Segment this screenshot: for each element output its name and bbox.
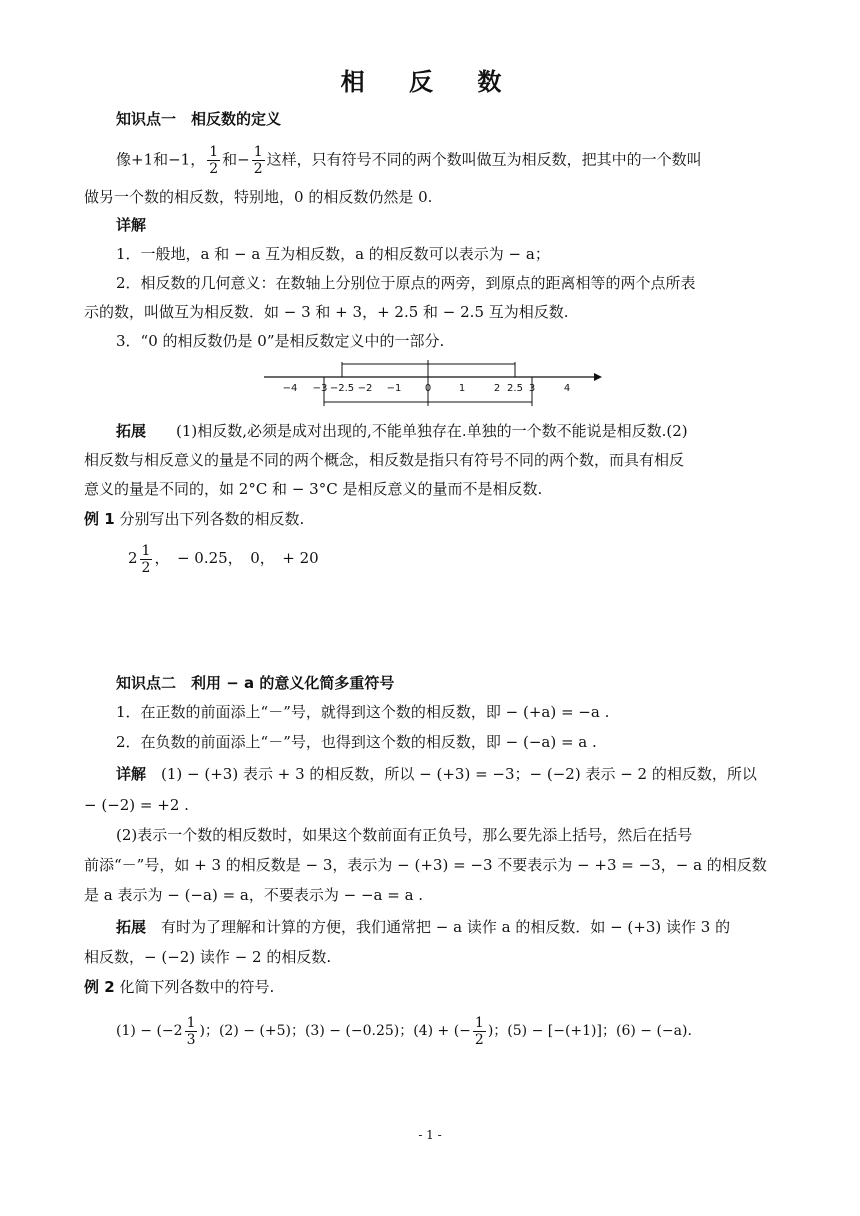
s2-extension-line2: 相反数，− (−2) 读作 − 2 的相反数. [84, 948, 332, 966]
definition-line2: 做另一个数的相反数，特别地，0 的相反数仍然是 0. [84, 188, 433, 206]
half-fraction: $\frac{1}{2}$ [209, 144, 219, 177]
extension-line2: 相反数与相反意义的量是不同的两个概念，相反数是指只有符号不同的两个数，而具有相反 [84, 451, 685, 469]
s2-detail-text1: (1) − (+3) 表示 + 3 的相反数，所以 − (+3) = −3；− (−2) 表示 − 2 的相反数，所以 [161, 765, 757, 783]
example1-text: 分别写出下列各数的相反数. [119, 510, 305, 528]
example2-items [116, 1012, 816, 1050]
example1-numbers [128, 540, 828, 576]
ex2-frac2: $\frac{1}{2}$ [474, 1014, 484, 1048]
mixed-int: 2 [128, 549, 138, 567]
example1-label: 例 1 [84, 510, 115, 528]
neg-half-fraction: $\frac{1}{2}$ [253, 144, 263, 177]
example2-line [84, 976, 784, 998]
ex2-part4: )；(5) − [−(+1)]；(6) − (−a). [487, 1023, 692, 1039]
s2-extension-text1: 有时为了理解和计算的方便，我们通常把 − a 读作 a 的相反数．如 − (+3) 读作 3 的 [161, 918, 731, 936]
s2-line1: 1．在正数的前面添上“－”号，就得到这个数的相反数，即 − (+a) = −a . [116, 703, 610, 721]
detail-1: 1．一般地，a 和 − a 互为相反数，a 的相反数可以表示为 − a； [116, 245, 550, 263]
tick-neg2: −2 [357, 383, 373, 394]
detail-2a: 2．相反数的几何意义：在数轴上分别位于原点的两旁，到原点的距离相等的两个点所表 [116, 274, 696, 292]
detail-2b: 示的数，叫做互为相反数．如 − 3 和 + 3，+ 2.5 和 − 2.5 互为相反数. [84, 303, 569, 321]
tick-2: 2 [493, 383, 501, 394]
tick-neg3: −3 [312, 383, 328, 394]
tick-3: 3 [528, 383, 536, 394]
extension-line3: 意义的量是不同的，如 2°C 和 − 3°C 是相反意义的量而不是相反数. [84, 480, 543, 498]
tick-neg2-5: −2.5 [329, 383, 355, 394]
mixed-frac: $\frac{1}{2}$ [141, 542, 151, 576]
extension-text1: (1)相反数,必须是成对出现的,不能单独存在.单独的一个数不能说是相反数.(2) [176, 422, 688, 440]
s2-extension-line1 [116, 916, 816, 938]
s2-detail-line4: 前添“－”号，如 + 3 的相反数是 − 3，表示为 − (+3) = −3 不要表示为 − +3 = −3，− a 的相反数 [84, 856, 767, 874]
ex2-frac1: $\frac{1}{3}$ [186, 1014, 196, 1048]
example1-line [84, 508, 784, 530]
def-part1: 像+1和−1， [116, 150, 206, 169]
detail-label: 详解 [116, 216, 147, 234]
s2-detail-label: 详解 [116, 765, 147, 783]
tick-neg1: −1 [386, 383, 402, 394]
ex2-part2: )；(2) − (+5)；(3) − (−0.25)；(4) + (− [199, 1023, 471, 1039]
s2-detail-line3: (2)表示一个数的相反数时，如果这个数前面有正负号，那么要先添上括号，然后在括号 [116, 826, 693, 844]
def-part2: 和− [222, 150, 250, 169]
page-number: - 1 - [418, 1128, 442, 1142]
example1-rest: ， − 0.25， 0， + 20 [154, 549, 319, 567]
example2-label: 例 2 [84, 978, 115, 996]
extension-label: 拓展 [116, 422, 147, 440]
definition-line1 [116, 144, 816, 177]
def-part3: 这样，只有符号不同的两个数叫做互为相反数，把其中的一个数叫 [266, 150, 702, 169]
s2-detail-line5: 是 a 表示为 − (−a) = a，不要表示为 − −a = a . [84, 886, 424, 904]
tick-4: 4 [563, 383, 571, 394]
extension-line1 [116, 420, 816, 442]
ex2-part1: (1) − (−2 [116, 1023, 183, 1039]
tick-1: 1 [458, 383, 466, 394]
example2-text: 化简下列各数中的符号. [119, 978, 275, 996]
s2-extension-label: 拓展 [116, 918, 147, 936]
tick-0: 0 [424, 383, 432, 394]
section1-heading: 知识点一 相反数的定义 [116, 110, 282, 128]
detail-3: 3．“0 的相反数仍是 0”是相反数定义中的一部分. [116, 332, 445, 350]
section2-heading: 知识点二 利用 − a 的意义化简多重符号 [116, 674, 395, 692]
s2-detail-line1 [116, 763, 816, 785]
s2-line2: 2．在负数的前面添上“－”号，也得到这个数的相反数，即 − (−a) = a . [116, 733, 597, 751]
tick-2-5: 2.5 [507, 383, 523, 394]
s2-detail-line2: − (−2) = +2 . [84, 796, 189, 814]
tick-neg4: −4 [282, 383, 298, 394]
number-line-figure [262, 358, 602, 410]
page-title: 相 反 数 [340, 67, 520, 96]
